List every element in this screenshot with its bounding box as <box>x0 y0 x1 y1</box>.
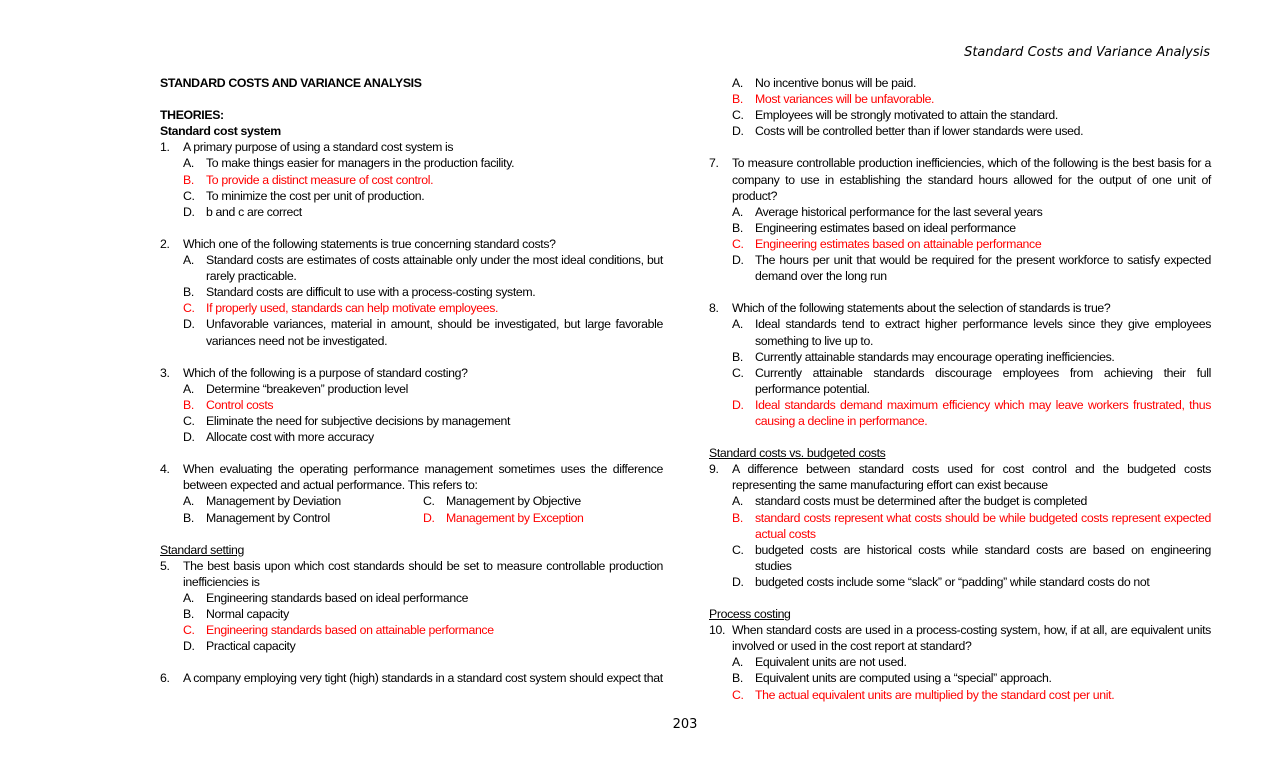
option-c <box>709 542 1211 574</box>
option-letter: D. <box>183 430 195 445</box>
option-text: Normal capacity <box>206 607 289 622</box>
page-title: STANDARD COSTS AND VARIANCE ANALYSIS <box>160 76 422 90</box>
option-c-answer <box>709 687 1211 703</box>
option-d-answer <box>423 510 663 526</box>
option-d <box>160 429 663 445</box>
option-text: The hours per unit that would be required for the present workforce to satisfy expected demand over the long run <box>755 253 1211 284</box>
option-d <box>709 574 1211 590</box>
option-text: Equivalent units are not used. <box>755 655 907 670</box>
option-letter: B. <box>183 607 194 622</box>
option-a <box>709 493 1211 509</box>
option-letter: B. <box>732 510 743 525</box>
option-text: Engineering estimates based on ideal performance <box>755 220 1016 235</box>
option-letter: C. <box>732 108 744 123</box>
option-text: Currently attainable standards may encourage operating inefficiencies. <box>755 349 1115 364</box>
option-text: To provide a distinct measure of cost control. <box>206 172 434 187</box>
option-text: Ideal standards tend to extract higher performance levels since they give employees something to live up to. <box>755 317 1211 348</box>
theories-label: THEORIES: <box>160 108 224 123</box>
option-letter: D. <box>732 574 744 589</box>
question-9 <box>709 461 1211 590</box>
option-letter: B. <box>732 92 743 107</box>
option-a <box>709 316 1211 348</box>
option-letter: A. <box>732 655 743 670</box>
question-6-options <box>709 75 1211 139</box>
question-number: 2. <box>160 236 170 251</box>
option-letter: A. <box>732 317 743 332</box>
option-text: budgeted costs are historical costs while standard costs are based on engineering studies <box>755 542 1211 573</box>
question-number: 5. <box>160 558 170 573</box>
option-text: Determine “breakeven” production level <box>206 381 409 396</box>
option-text: Management by Control <box>206 510 330 525</box>
question-7 <box>709 155 1211 284</box>
option-d <box>160 316 663 348</box>
option-text: Unfavorable variances, material in amount, should be investigated, but large favorable variances need not be investigated. <box>206 317 663 348</box>
option-text: If properly used, standards can help motivate employees. <box>206 301 499 316</box>
question-6 <box>160 670 663 686</box>
option-c <box>160 413 663 429</box>
option-letter: B. <box>183 510 194 525</box>
option-letter: A. <box>183 381 194 396</box>
option-text: budgeted costs include some “slack” or “padding” while standard costs do not <box>755 574 1150 589</box>
question-text: When standard costs are used in a process-costing system, how, if at all, are equivalent units involved or used in the cost report at standard? <box>732 623 1211 654</box>
option-a <box>160 590 663 606</box>
option-a <box>183 493 423 509</box>
question-text: When evaluating the operating performance management sometimes uses the difference between expected and actual performance. This refers to: <box>183 462 663 493</box>
option-b-answer <box>160 397 663 413</box>
option-c-answer <box>160 622 663 638</box>
option-text: Equivalent units are computed using a “special” approach. <box>755 671 1052 686</box>
question-text: A company employing very tight (high) standards in a standard cost system should expect that <box>183 671 663 686</box>
option-c <box>160 188 663 204</box>
option-text: Engineering standards based on attainable performance <box>206 623 494 638</box>
option-text: Management by Deviation <box>206 494 341 509</box>
right-column <box>709 75 1211 703</box>
option-text: Allocate cost with more accuracy <box>206 430 374 445</box>
question-text: To measure controllable production inefficiencies, which of the following is the best basis for a company to use in establishing the standard hours allowed for the output of one unit of product? <box>732 156 1211 203</box>
option-b <box>183 510 423 526</box>
option-d <box>709 252 1211 284</box>
option-b-answer <box>709 510 1211 542</box>
option-text: The actual equivalent units are multiplied by the standard cost per unit. <box>755 687 1115 702</box>
question-10 <box>709 622 1211 702</box>
option-text: Management by Exception <box>446 510 584 525</box>
option-letter: B. <box>732 220 743 235</box>
option-text: To make things easier for managers in the production facility. <box>206 156 515 171</box>
option-letter: D. <box>183 204 195 219</box>
option-letter: A. <box>183 591 194 605</box>
option-letter: C. <box>423 494 435 509</box>
option-text: Average historical performance for the last several years <box>755 204 1043 219</box>
option-letter: B. <box>183 285 194 300</box>
question-3 <box>160 365 663 445</box>
option-d <box>160 638 663 654</box>
option-c <box>423 493 663 509</box>
option-text: standard costs must be determined after the budget is completed <box>755 494 1088 509</box>
option-letter: D. <box>732 124 744 139</box>
option-text: Employees will be strongly motivated to attain the standard. <box>755 108 1058 123</box>
option-c <box>709 107 1211 123</box>
question-text: A difference between standard costs used for cost control and the budgeted costs representing the same manufacturing effort can exist because <box>732 462 1211 493</box>
option-c <box>709 365 1211 397</box>
question-text: The best basis upon which cost standards should be set to measure controllable production inefficiencies is <box>183 558 663 589</box>
section-heading-process-costing: Process costing <box>709 607 791 622</box>
option-letter: C. <box>183 413 195 428</box>
question-number: 6. <box>160 671 170 686</box>
option-text: b and c are correct <box>206 204 302 219</box>
section-heading-standard-cost-system: Standard cost system <box>160 124 281 139</box>
question-number: 3. <box>160 365 170 380</box>
option-a <box>709 204 1211 220</box>
option-a <box>160 252 663 284</box>
option-a <box>160 381 663 397</box>
page-number: 203 <box>672 717 698 732</box>
option-b <box>160 284 663 300</box>
question-4 <box>160 461 663 525</box>
left-column <box>160 75 663 687</box>
option-text: Eliminate the need for subjective decisions by management <box>206 413 511 428</box>
option-b-answer <box>709 91 1211 107</box>
option-b <box>160 606 663 622</box>
option-letter: A. <box>183 156 194 171</box>
question-number: 4. <box>160 462 170 477</box>
option-a <box>160 155 663 171</box>
option-d-answer <box>709 397 1211 429</box>
option-b <box>709 349 1211 365</box>
option-a <box>709 75 1211 91</box>
question-number: 9. <box>709 462 719 477</box>
option-text: Engineering standards based on ideal performance <box>206 591 469 605</box>
section-heading-vs-budgeted: Standard costs vs. budgeted costs <box>709 446 886 461</box>
option-text: standard costs represent what costs should be while budgeted costs represent expected actual costs <box>755 510 1211 541</box>
option-letter: B. <box>183 397 194 412</box>
option-letter: C. <box>732 687 744 702</box>
option-text: Costs will be controlled better than if lower standards were used. <box>755 124 1084 139</box>
option-letter: B. <box>183 172 194 187</box>
question-1 <box>160 139 663 219</box>
option-text: Practical capacity <box>206 639 296 654</box>
option-letter: C. <box>732 542 744 557</box>
option-letter: A. <box>183 253 194 268</box>
question-number: 10. <box>709 623 726 638</box>
question-text: Which of the following is a purpose of standard costing? <box>183 365 468 380</box>
option-text: To minimize the cost per unit of production. <box>206 188 425 203</box>
option-letter: D. <box>183 317 195 332</box>
question-text: A primary purpose of using a standard cost system is <box>183 140 454 155</box>
option-letter: C. <box>732 236 744 251</box>
option-text: Engineering estimates based on attainable performance <box>755 236 1042 251</box>
question-number: 7. <box>709 156 719 171</box>
question-number: 1. <box>160 140 170 155</box>
option-letter: C. <box>183 188 195 203</box>
question-8 <box>709 300 1211 429</box>
running-head: Standard Costs and Variance Analysis <box>964 45 1210 60</box>
option-letter: D. <box>732 397 744 412</box>
option-letter: C. <box>183 623 195 638</box>
option-text: Currently attainable standards discourage employees from achieving their full performance potential. <box>755 365 1211 396</box>
option-letter: A. <box>183 494 194 509</box>
option-a <box>709 654 1211 670</box>
option-b-answer <box>160 172 663 188</box>
option-letter: D. <box>732 253 744 268</box>
option-text: Ideal standards demand maximum efficiency which may leave workers frustrated, thus causing a decline in performance. <box>755 397 1211 428</box>
option-text: Standard costs are estimates of costs attainable only under the most ideal conditions, but rarely practicable. <box>206 253 663 284</box>
option-d <box>709 123 1211 139</box>
option-letter: A. <box>732 76 743 90</box>
option-text: Control costs <box>206 397 274 412</box>
option-letter: D. <box>183 639 195 654</box>
option-letter: A. <box>732 204 743 219</box>
option-c-answer <box>709 236 1211 252</box>
question-5 <box>160 558 663 655</box>
option-b <box>709 220 1211 236</box>
option-text: Most variances will be unfavorable. <box>755 92 935 107</box>
option-b <box>709 670 1211 686</box>
question-text: Which one of the following statements is true concerning standard costs? <box>183 236 556 251</box>
option-text: Standard costs are difficult to use with a process-costing system. <box>206 285 536 300</box>
option-letter: A. <box>732 494 743 509</box>
option-text: No incentive bonus will be paid. <box>755 76 917 90</box>
option-c-answer <box>160 300 663 316</box>
question-number: 8. <box>709 301 719 316</box>
question-2 <box>160 236 663 349</box>
option-d <box>160 204 663 220</box>
option-letter: D. <box>423 510 435 525</box>
option-letter: C. <box>183 301 195 316</box>
option-letter: C. <box>732 365 744 380</box>
option-letter: B. <box>732 671 743 686</box>
question-text: Which of the following statements about the selection of standards is true? <box>732 301 1111 316</box>
option-letter: B. <box>732 349 743 364</box>
option-text: Management by Objective <box>446 494 581 509</box>
section-heading-standard-setting: Standard setting <box>160 542 244 557</box>
